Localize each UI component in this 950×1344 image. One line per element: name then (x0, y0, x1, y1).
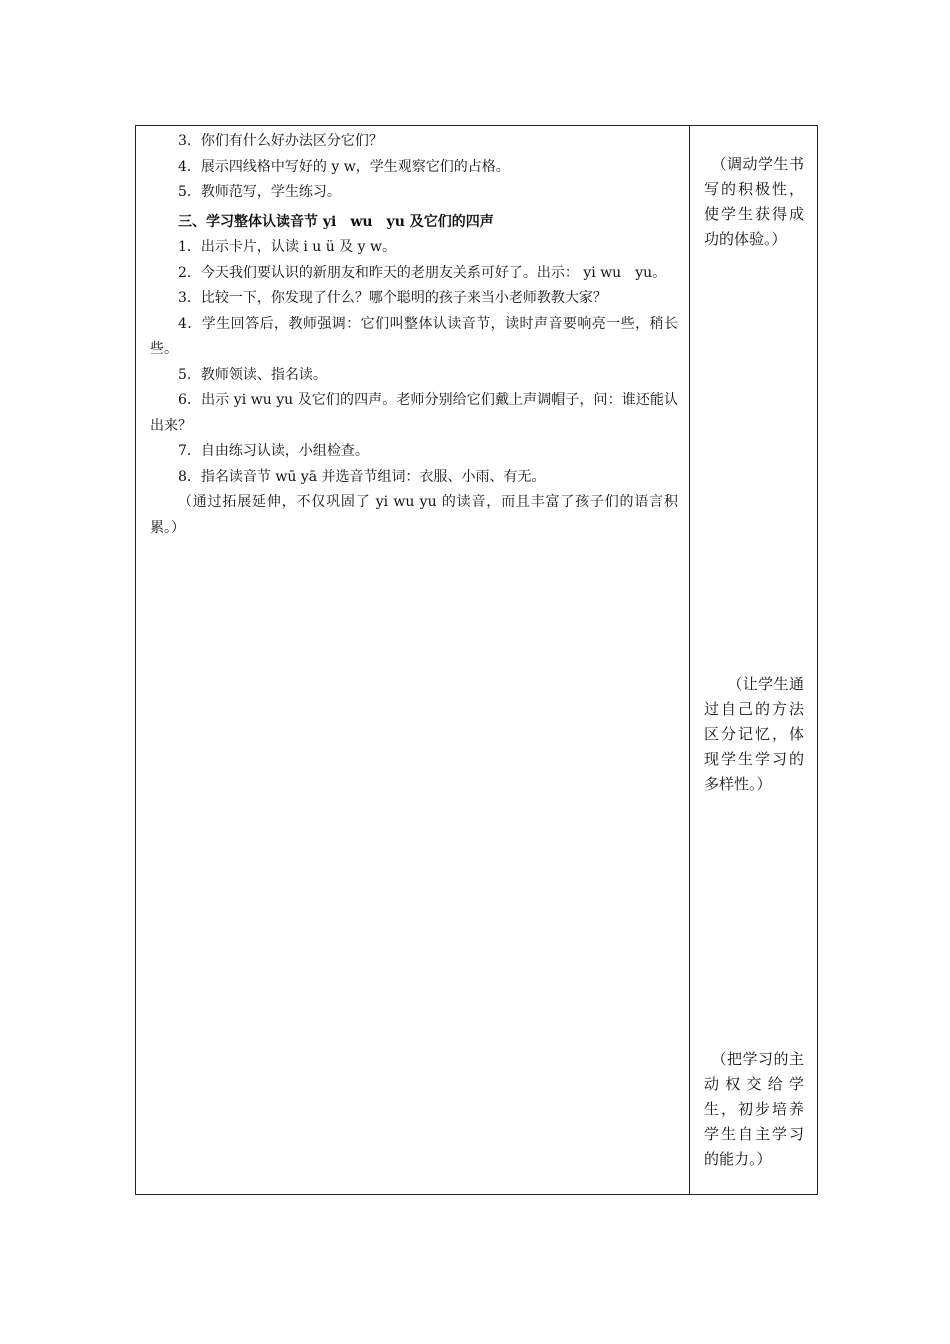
commentary-line: （通过拓展延伸，不仅巩固了 yi wu yu 的读音，而且丰富了孩子们的语言积累。） (150, 494, 678, 536)
step-line: 3．比较一下，你发现了什么？哪个聪明的孩子来当小老师教教大家？ (178, 290, 607, 306)
step-line: 6．出示 yi wu yu 及它们的四声。老师分别给它们戴上声调帽子，问：谁还能认出来？ (150, 392, 678, 434)
step-line: 7．自由练习认读，小组检查。 (178, 443, 369, 459)
step-line: 2．今天我们要认识的新朋友和昨天的老朋友关系可好了。出示： yi wu yu。 (178, 264, 667, 281)
step-line: 5．教师范写，学生练习。 (178, 184, 341, 200)
step-line: 4．学生回答后，教师强调：它们叫整体认读音节，读时声音要响亮一些，稍长些。 (150, 315, 678, 357)
lesson-plan-table (135, 125, 818, 1195)
section-heading: 三、学习整体认读音节 yi wu yu 及它们的四声 (178, 213, 494, 230)
step-line: 1．出示卡片，认读 i u ü 及 y w。 (178, 239, 397, 255)
column-divider (689, 126, 690, 1194)
main-column (150, 129, 678, 541)
side-note-1: （调动学生书写的积极性，使学生获得成功的体验。） (704, 155, 804, 248)
step-line: 3．你们有什么好办法区分它们？ (178, 133, 383, 149)
step-line: 5．教师领读、指名读。 (178, 366, 327, 383)
step-line: 8．指名读音节 wū yā 并选音节组词：衣服、小雨、有无。 (178, 468, 546, 485)
side-note-3: （把学习的主动权交给学生，初步培养学生自主学习的能力。） (704, 1050, 804, 1168)
side-note-2: （让学生通过自己的方法区分记忆，体现学生学习的多样性。） (704, 675, 804, 793)
step-line: 4．展示四线格中写好的 y w，学生观察它们的占格。 (178, 158, 510, 175)
